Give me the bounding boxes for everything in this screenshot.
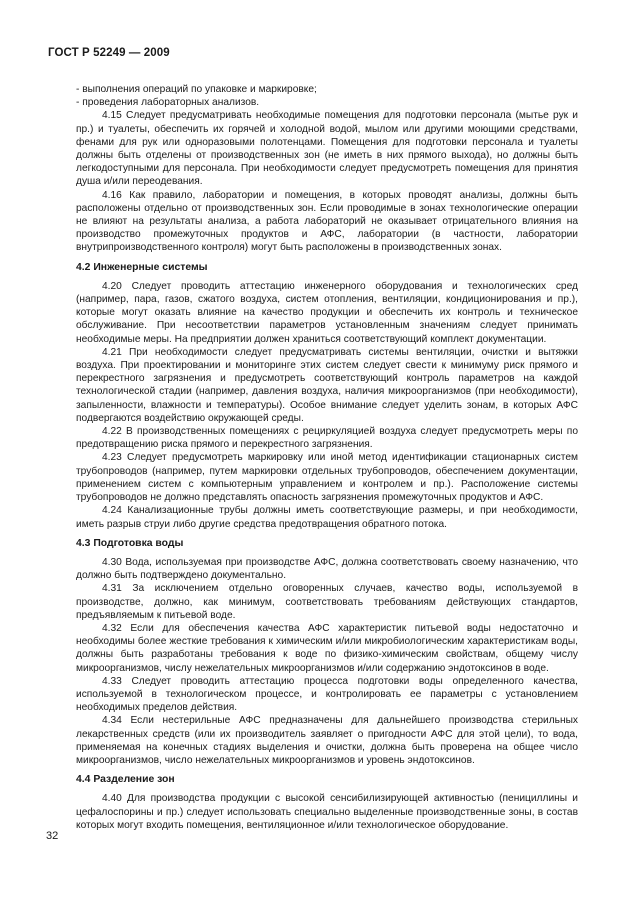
clause-4-21: 4.21 При необходимости следует предусматривать системы вентиляции, очистки и вытяжки воздуха. При проектировании и мониторинге этих систем следует свести к минимуму риск прямого и перекрестного загрязнения и предусмотреть соответствующий контроль параметров на каждой технологической стадии (например, давления воздуха, наличия микроорганизмов (при необходимости), запыленности, влажности и температуры). Особое внимание следует уделить зонам, в которых АФС подвергаются воздействию окружающей среды. — [76, 346, 578, 424]
clause-4-16: 4.16 Как правило, лаборатории и помещения, в которых проводят анализы, должны быть расположены отдельно от производственных зон. Если проводимые в зонах технологические операции не влияют на результаты анализа, а работа лабораторий не оказывает отрицательного влияния на производство промежуточных продуктов и АФС, лаборатории (в частности, лаборатории внутрипроизводственного контроля) могут быть расположены в производственных зонах. — [76, 189, 578, 254]
clause-4-22: 4.22 В производственных помещениях с рециркуляцией воздуха следует предусмотреть меры по предотвращению риска прямого и перекрестного загрязнения. — [76, 426, 578, 451]
clause-4-33: 4.33 Следует проводить аттестацию процесса подготовки воды определенного качества, используемой в технологическом процессе, и контролировать ее параметры с установлением необходимых пределов действия. — [76, 675, 578, 714]
clause-4-30: 4.30 Вода, используемая при производстве АФС, должна соответствовать своему назначению, что должно быть подтверждено документально. — [76, 556, 578, 582]
section-heading-4-2: 4.2 Инженерные системы — [76, 261, 208, 273]
section-heading-4-4: 4.4 Разделение зон — [76, 774, 175, 786]
clause-4-23: 4.23 Следует предусмотреть маркировку или иной метод идентификации стационарных систем трубопроводов (например, путем маркировки отдельных трубопроводов, обеспечением документации, применением систем с компьютерным управлением и контролем и пр.). Расположение системы трубопроводов не должно представлять опасность загрязнения промежуточных продуктов и АФС. — [76, 452, 578, 504]
clause-4-31: 4.31 За исключением отдельно оговоренных случаев, качество воды, используемой в производстве, должно, как минимум, соответствовать требованиям действующих стандартов, предъявляемым к питьевой воде. — [76, 583, 578, 621]
list-item: - выполнения операций по упаковке и маркировке; — [76, 84, 317, 95]
clause-4-20: 4.20 Следует проводить аттестацию инженерного оборудования и технологических сред (например, пара, газов, сжатого воздуха, систем отопления, вентиляции, кондиционирования и пр.), которые могут оказать влияние на качество продукции и обеспечить их контроль и техническое обслуживание. При несоответствии параметров установленным значениям следует принимать необходимые меры. На предприятии должен храниться соответствующий комплект документации. — [76, 280, 578, 345]
clause-4-15: 4.15 Следует предусматривать необходимые помещения для подготовки персонала (мытье рук и пр.) и туалеты, обеспечить их горячей и холодной водой, мылом или другими моющими средствами, фенами для рук или одноразовыми полотенцами. Помещения для подготовки персонала и туалеты должны быть отделены от производственных зон (не иметь в них прямого выхода), но должны быть легкодоступными для персонала. При необходимости следует предусмотреть помещения для принятия душа и/или переодевания. — [76, 110, 578, 188]
clause-4-40: 4.40 Для производства продукции с высокой сенсибилизирующей активностью (пенициллины и цефалоспорины и пр.) следует использовать специально выделенные производственные зоны, в состав которых могут входить помещения, вентиляционное и/или технологическое оборудование. — [76, 793, 578, 831]
page-number: 32 — [46, 830, 59, 842]
clause-4-34: 4.34 Если нестерильные АФС предназначены для дальнейшего производства стерильных лекарственных средств (или их производитель заявляет о пригодности АФС для этой цели), то вода, применяемая на конечных стадиях выделения и очистки, должна быть проверена на общее число микроорганизмов, число нежелательных микроорганизмов и уровень эндотоксинов. — [76, 715, 578, 766]
list-item: - проведения лабораторных анализов. — [76, 97, 260, 109]
document-body — [76, 83, 578, 832]
standard-header: ГОСТ Р 52249 — 2009 — [48, 47, 170, 59]
clause-4-32: 4.32 Если для обеспечения качества АФС характеристик питьевой воды недостаточно и необходимы более жесткие требования к химическим и/или микробиологическим характеристикам воды, должны быть разработаны требования к воде по физико-химическим свойствам, общему числу микроорганизмов, числу нежелательных микроорганизмов и/или содержанию эндотоксинов в воде. — [76, 622, 578, 674]
section-heading-4-3: 4.3 Подготовка воды — [76, 537, 184, 549]
clause-4-24: 4.24 Канализационные трубы должны иметь соответствующие размеры, и при необходимости, иметь разрыв струи либо другие средства предотвращения обратного потока. — [76, 505, 578, 530]
